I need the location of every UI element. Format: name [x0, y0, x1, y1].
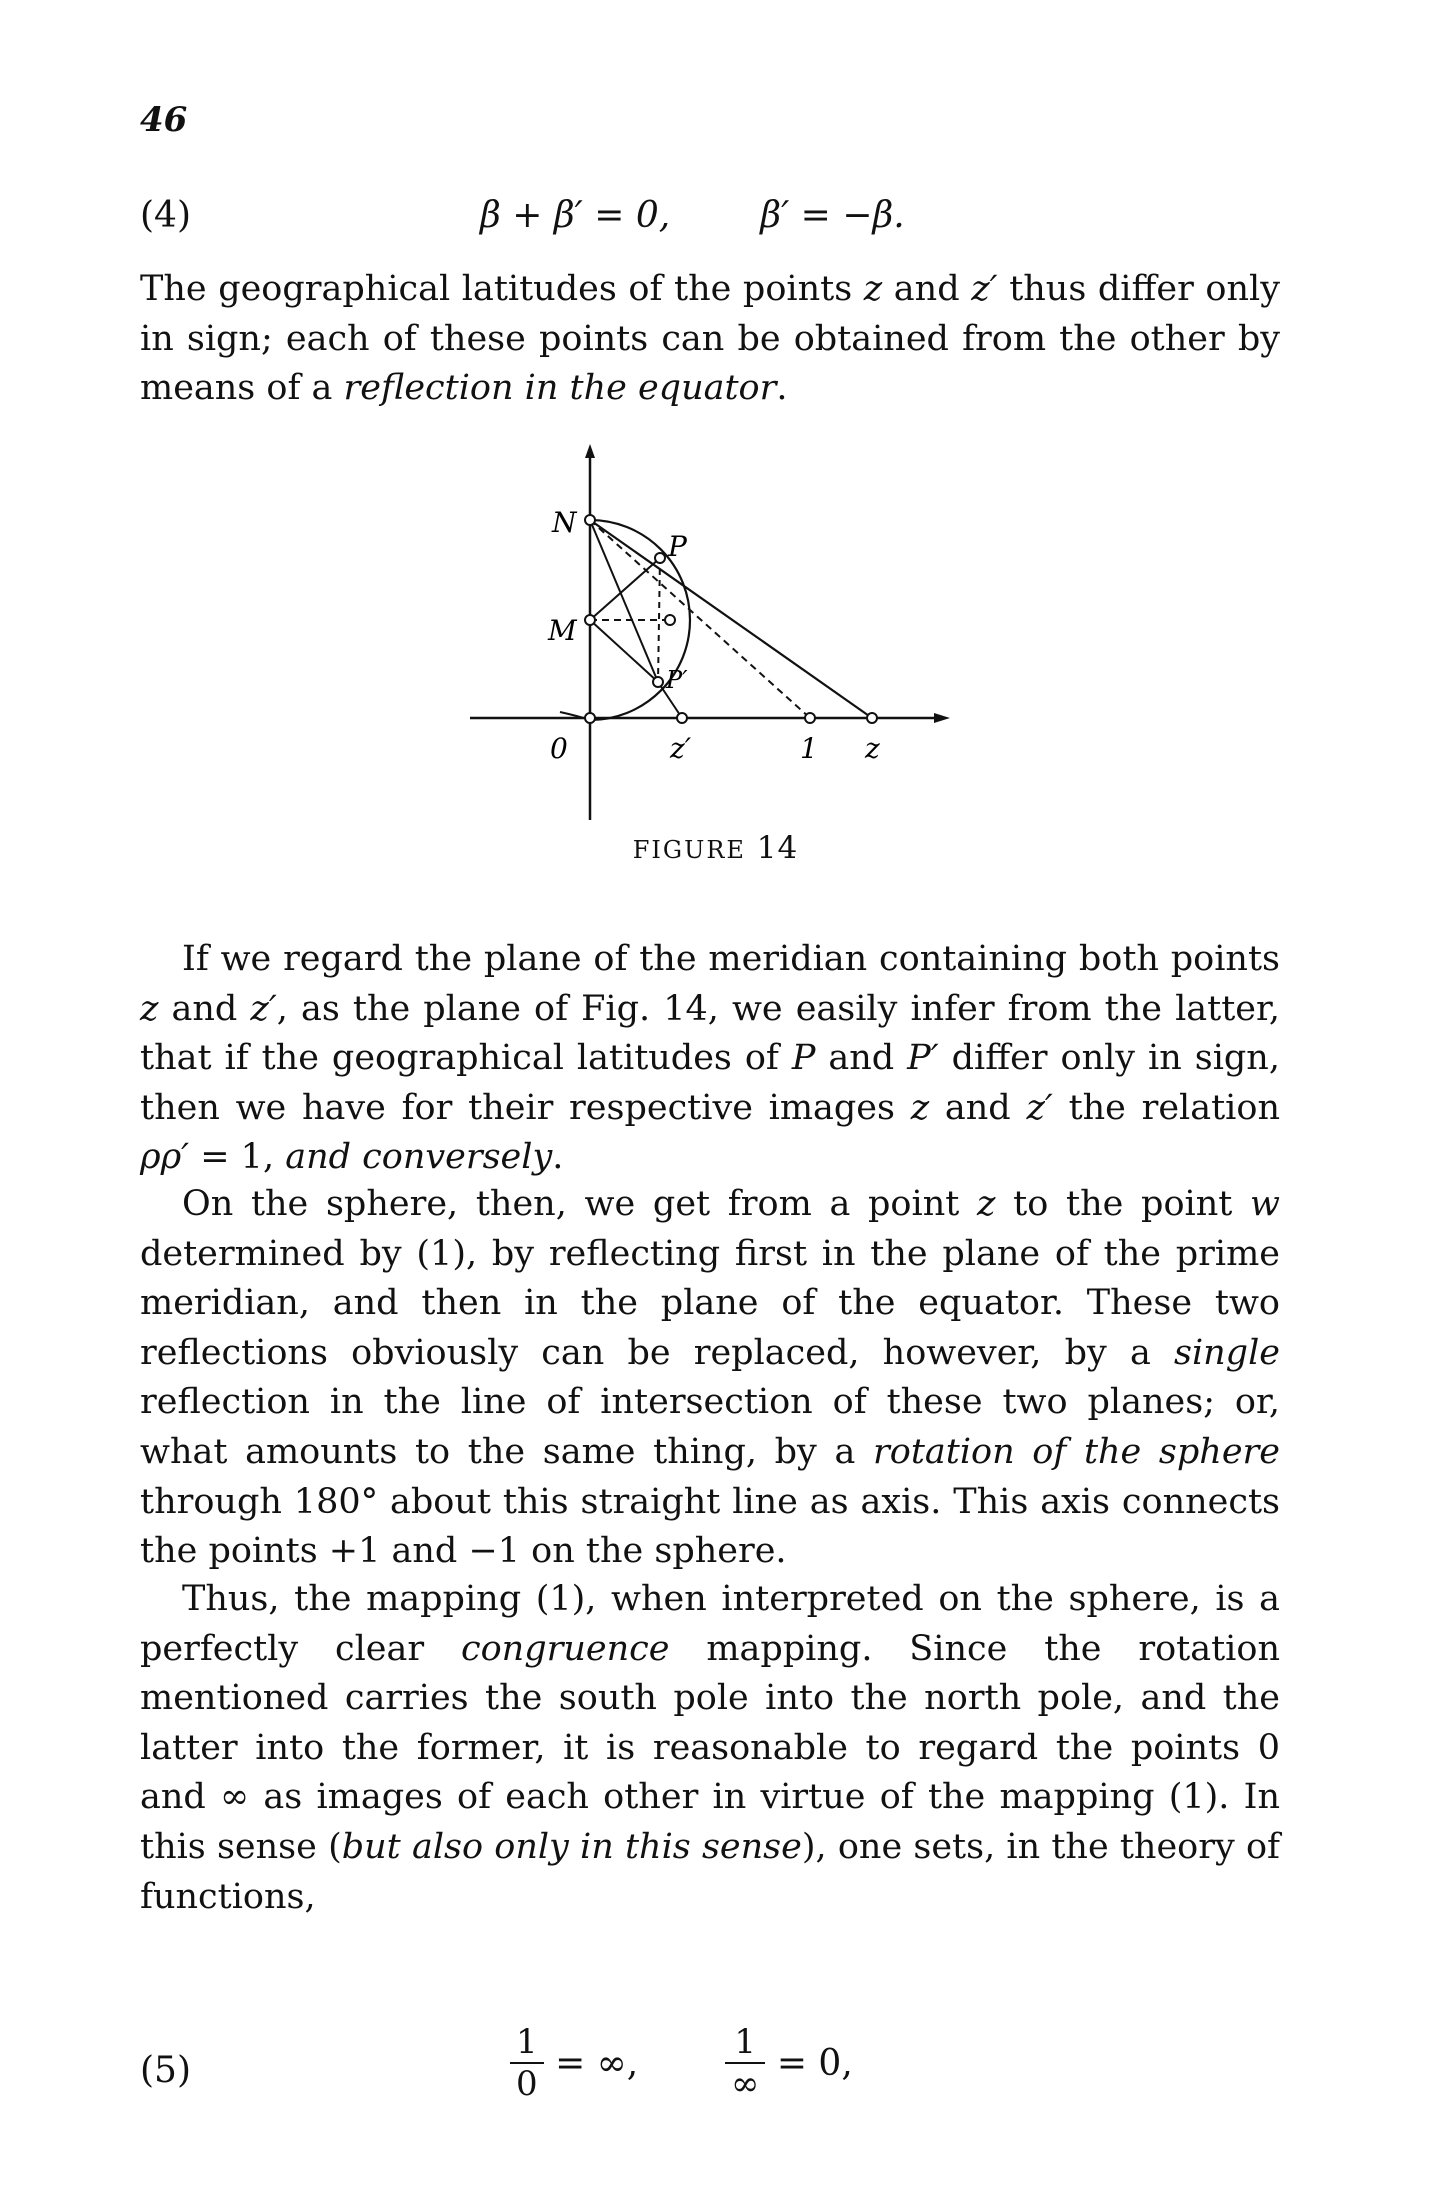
- equation-4-label: (4): [140, 195, 191, 236]
- point-mid: [665, 615, 675, 625]
- label-O: 0: [550, 732, 568, 765]
- para4-text-1: Thus, the mapping (1), when interpreted on the sphere, is a perfectly clear: [140, 1579, 1280, 1669]
- paragraph-2: [140, 935, 1280, 1183]
- para3-var-w: w: [1250, 1184, 1280, 1224]
- figure-14: [460, 440, 960, 830]
- equation-5-rhs-1: = ∞,: [555, 2042, 639, 2084]
- para3-emphasis-rotation: rotation of the sphere: [873, 1431, 1280, 1472]
- point-P: [655, 553, 665, 563]
- equation-4-lhs: β + β′ = 0,: [480, 195, 671, 236]
- para2-var-P: P: [791, 1038, 816, 1079]
- point-zprime: [677, 713, 687, 723]
- para2-text-5: differ only in sign, then we have for their respective images: [140, 1038, 1280, 1128]
- fraction-2-denominator: ∞: [731, 2064, 760, 2104]
- equation-4: [140, 195, 1300, 255]
- equation-5: [140, 2022, 1300, 2110]
- para2-var-z-2: z: [910, 1087, 930, 1128]
- para2-var-rho: ρρ′: [140, 1137, 190, 1178]
- para1-var-zprime: z′: [971, 269, 998, 309]
- point-N: [585, 515, 595, 525]
- fraction-one-over-zero: [510, 2022, 544, 2104]
- paragraph-1: [140, 265, 1280, 414]
- label-N: N: [552, 506, 577, 539]
- point-z: [867, 713, 877, 723]
- point-O: [585, 713, 595, 723]
- para2-var-z: z: [140, 988, 159, 1029]
- para3-text-5: through 180° about this straight line as axis. This axis connects the points +1 and −1 on the sphere.: [140, 1481, 1280, 1572]
- para3-text-4: reflection in the line of intersection of these two planes; or, what amounts to the same thing, by a: [140, 1382, 1280, 1472]
- para2-var-zprime: z′: [250, 988, 277, 1029]
- fraction-one-over-infinity: [725, 2022, 765, 2104]
- para2-emphasis: and conversely: [285, 1137, 553, 1178]
- para2-text-2: and: [158, 988, 251, 1029]
- paragraph-3: [140, 1180, 1280, 1577]
- para1-text-3: thus differ only in sign; each of these points can be obtained from the other by means of a: [140, 269, 1280, 409]
- para4-text-2: mapping. Since the rotation mentioned carries the south pole into the north pole, and the latter into the former, it is reasonable to regard the points 0 and ∞ as images of each other in virtue of the mapping (1). In this sense (: [140, 1628, 1280, 1867]
- para3-var-z: z: [977, 1184, 996, 1224]
- para2-text-7: the relation: [1052, 1087, 1280, 1128]
- label-zprime: z′: [670, 732, 692, 765]
- para1-text-4: .: [776, 368, 788, 409]
- line-M-Pprime: [590, 620, 658, 682]
- label-one: 1: [800, 732, 818, 765]
- para4-emphasis-sense: but also only in this sense: [341, 1826, 802, 1867]
- para1-emphasis: reflection in the equator: [343, 368, 777, 409]
- label-z: z: [865, 732, 880, 765]
- equation-4-rhs: β′ = −β.: [760, 195, 905, 236]
- para2-text-9: .: [552, 1137, 564, 1178]
- equation-5-label: (5): [140, 2050, 191, 2091]
- para3-text-1: On the sphere, then, we get from a point: [182, 1184, 978, 1224]
- horizontal-axis-arrow: [934, 713, 950, 723]
- para4-emphasis-congruence: congruence: [460, 1628, 670, 1669]
- para2-var-zprime-2: z′: [1026, 1087, 1053, 1128]
- equation-5-rhs-2: = 0,: [776, 2042, 853, 2084]
- para3-emphasis-single: single: [1173, 1332, 1280, 1373]
- figure-14-diagram: [460, 440, 960, 830]
- figure-caption: [0, 830, 1431, 866]
- line-M-P: [590, 558, 660, 620]
- dashed-P-Pprime: [658, 558, 660, 682]
- para4-text-3: ), one sets, in the theory of functions,: [140, 1826, 1280, 1917]
- point-M: [585, 615, 595, 625]
- label-M: M: [548, 614, 577, 647]
- para3-text-3: determined by (1), by reflecting first in the plane of the prime meridian, and then in the plane of the equator. These two reflections obviously can be replaced, however, by a: [140, 1233, 1280, 1373]
- para1-text-2: and: [882, 269, 972, 309]
- label-P: P: [668, 530, 687, 563]
- para2-text-1: If we regard the plane of the meridian containing both points: [182, 939, 1280, 979]
- fraction-2-numerator: 1: [725, 2022, 765, 2064]
- page-number: 46: [140, 100, 188, 140]
- point-Pprime: [653, 677, 663, 687]
- vertical-axis-arrow: [585, 444, 595, 458]
- para2-text-4: and: [815, 1038, 908, 1079]
- fraction-1-denominator: 0: [516, 2064, 538, 2104]
- para1-text-1: The geographical latitudes of the points: [140, 269, 864, 309]
- para1-var-z: z: [863, 269, 883, 309]
- figure-caption-word: FIGURE: [632, 836, 746, 864]
- label-Pprime: P′: [666, 666, 688, 694]
- para2-var-Pprime: P′: [907, 1038, 939, 1079]
- dashed-N-1: [590, 520, 810, 718]
- fraction-1-numerator: 1: [510, 2022, 544, 2064]
- para3-text-2: to the point: [995, 1184, 1251, 1224]
- paragraph-4: [140, 1575, 1280, 1922]
- equation-4-body: [480, 195, 905, 236]
- figure-caption-number: 14: [756, 830, 799, 866]
- equation-5-body: [510, 2022, 853, 2104]
- point-one: [805, 713, 815, 723]
- para2-text-3: , as the plane of Fig. 14, we easily infer from the latter, that if the geographical latitudes of: [140, 988, 1280, 1079]
- para2-text-6: and: [929, 1087, 1027, 1128]
- para2-text-8: = 1,: [189, 1137, 286, 1178]
